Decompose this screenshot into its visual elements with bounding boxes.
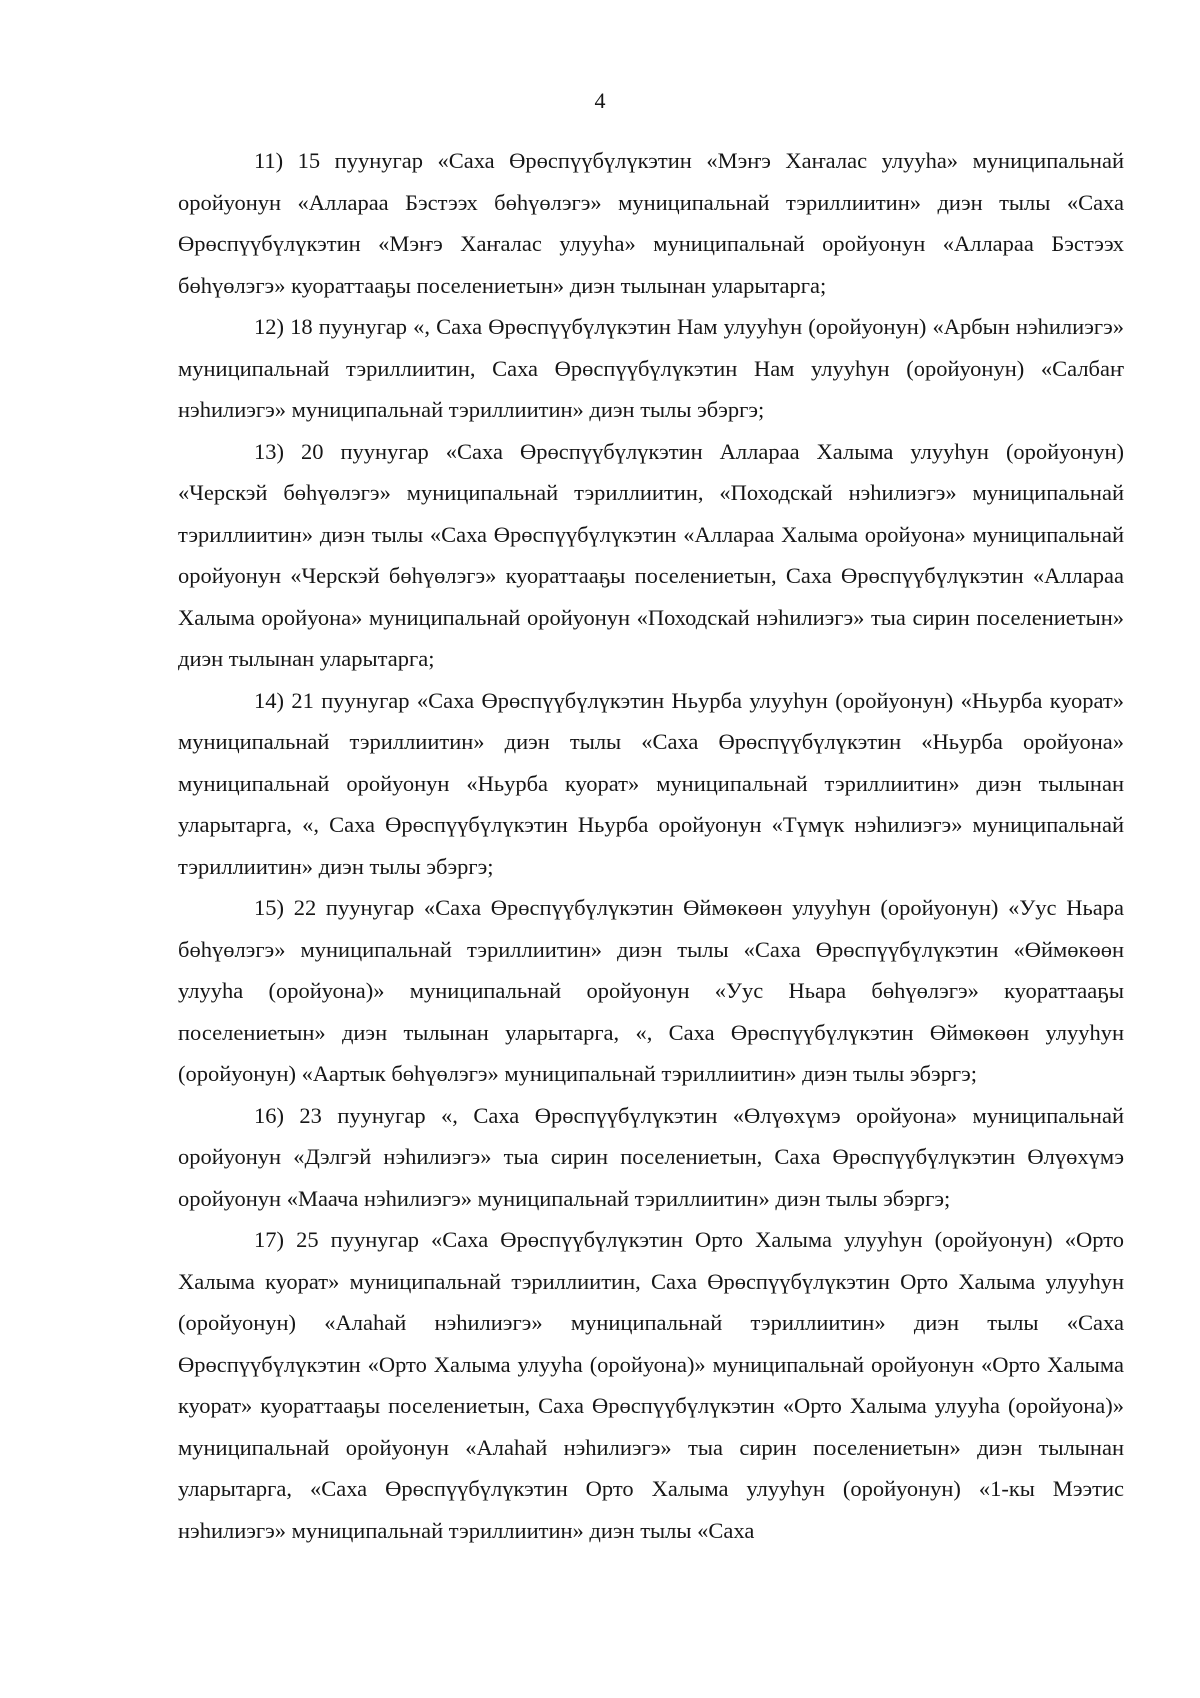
- page-number: 4: [594, 88, 606, 113]
- list-item-16: 16) 23 пуунугар «, Саха Өрөспүүбүлүкэтин «Өлүөхүмэ оройуона» муниципальнай оройуонун «Дэлгэй нэһилиэгэ» тыа сирин поселениетын, Саха Өрөспүүбүлүкэтин Өлүөхүмэ оройуонун «Маача нэһилиэгэ» муниципальнай тэриллиитин» диэн тылы эбэргэ;: [178, 1102, 1124, 1211]
- list-item-15: 15) 22 пуунугар «Саха Өрөспүүбүлүкэтин Өймөкөөн улууһун (оройуонун) «Уус Ньара бөһүөлэгэ» муниципальнай тэриллиитин» диэн тылы «Саха Өрөспүүбүлүкэтин «Өймөкөөн улууһа (оройуона)» муниципальнай оройуонун «Уус Ньара бөһүөлэгэ» куораттааҕы поселениетын» диэн тылынан уларытарга, «, Саха Өрөспүүбүлүкэтин Өймөкөөн улууһун (оройуонун) «Аартык бөһүөлэгэ» муниципальнай тэриллиитин» диэн тылы эбэргэ;: [178, 895, 1124, 1086]
- document-body: [178, 140, 1124, 1551]
- list-item-13: 13) 20 пуунугар «Саха Өрөспүүбүлүкэтин Аллараа Халыма улууһун (оройуонун) «Черскэй бөһүөлэгэ» муниципальнай тэриллиитин, «Походскай нэһилиэгэ» муниципальнай тэриллиитин» диэн тылы «Саха Өрөспүүбүлүкэтин «Аллараа Халыма оройуона» муниципальнай оройуонун «Черскэй бөһүөлэгэ» куораттааҕы поселениетын, Саха Өрөспүүбүлүкэтин «Аллараа Халыма оройуона» муниципальнай оройуонун «Походскай нэһилиэгэ» тыа сирин поселениетын» диэн тылынан уларытарга;: [178, 438, 1124, 671]
- list-item-17: 17) 25 пуунугар «Саха Өрөспүүбүлүкэтин Орто Халыма улууһун (оройуонун) «Орто Халыма куорат» муниципальнай тэриллиитин, Саха Өрөспүүбүлүкэтин Орто Халыма улууһун (оройуонун) «Алаһай нэһилиэгэ» муниципальнай тэриллиитин» диэн тылы «Саха Өрөспүүбүлүкэтин «Орто Халыма улууһа (оройуона)» муниципальнай оройуонун «Орто Халыма куорат» куораттааҕы поселениетын, Саха Өрөспүүбүлүкэтин «Орто Халыма улууһа (оройуона)» муниципальнай оройуонун «Алаһай нэһилиэгэ» тыа сирин поселениетын» диэн тылынан уларытарга, «Саха Өрөспүүбүлүкэтин Орто Халыма улууһун (оройуонун) «1-кы Мээтис нэһилиэгэ» муниципальнай тэриллиитин» диэн тылы «Саха: [178, 1227, 1124, 1543]
- list-item-14: 14) 21 пуунугар «Саха Өрөспүүбүлүкэтин Ньурба улууһун (оройуонун) «Ньурба куорат» муниципальнай тэриллиитин» диэн тылы «Саха Өрөспүүбүлүкэтин «Ньурба оройуона» муниципальнай оройуонун «Ньурба куорат» муниципальнай тэриллиитин» диэн тылынан уларытарга, «, Саха Өрөспүүбүлүкэтин Ньурба оройуонун «Түмүк нэһилиэгэ» муниципальнай тэриллиитин» диэн тылы эбэргэ;: [178, 687, 1124, 879]
- list-item-12: 12) 18 пуунугар «, Саха Өрөспүүбүлүкэтин Нам улууһун (оройуонун) «Арбын нэһилиэгэ» муниципальнай тэриллиитин, Саха Өрөспүүбүлүкэтин Нам улууһун (оройуонун) «Салбаҥ нэһилиэгэ» муниципальнай тэриллиитин» диэн тылы эбэргэ;: [178, 314, 1124, 422]
- list-item-11: 11) 15 пуунугар «Саха Өрөспүүбүлүкэтин «Мэҥэ Хаҥалас улууһа» муниципальнай оройуонун «Аллараа Бэстээх бөһүөлэгэ» муниципальнай тэриллиитин» диэн тылы «Саха Өрөспүүбүлүкэтин «Мэҥэ Хаҥалас улууһа» муниципальнай оройуонун «Аллараа Бэстээх бөһүөлэгэ» куораттааҕы поселениетын» диэн тылынан уларытарга;: [178, 148, 1124, 298]
